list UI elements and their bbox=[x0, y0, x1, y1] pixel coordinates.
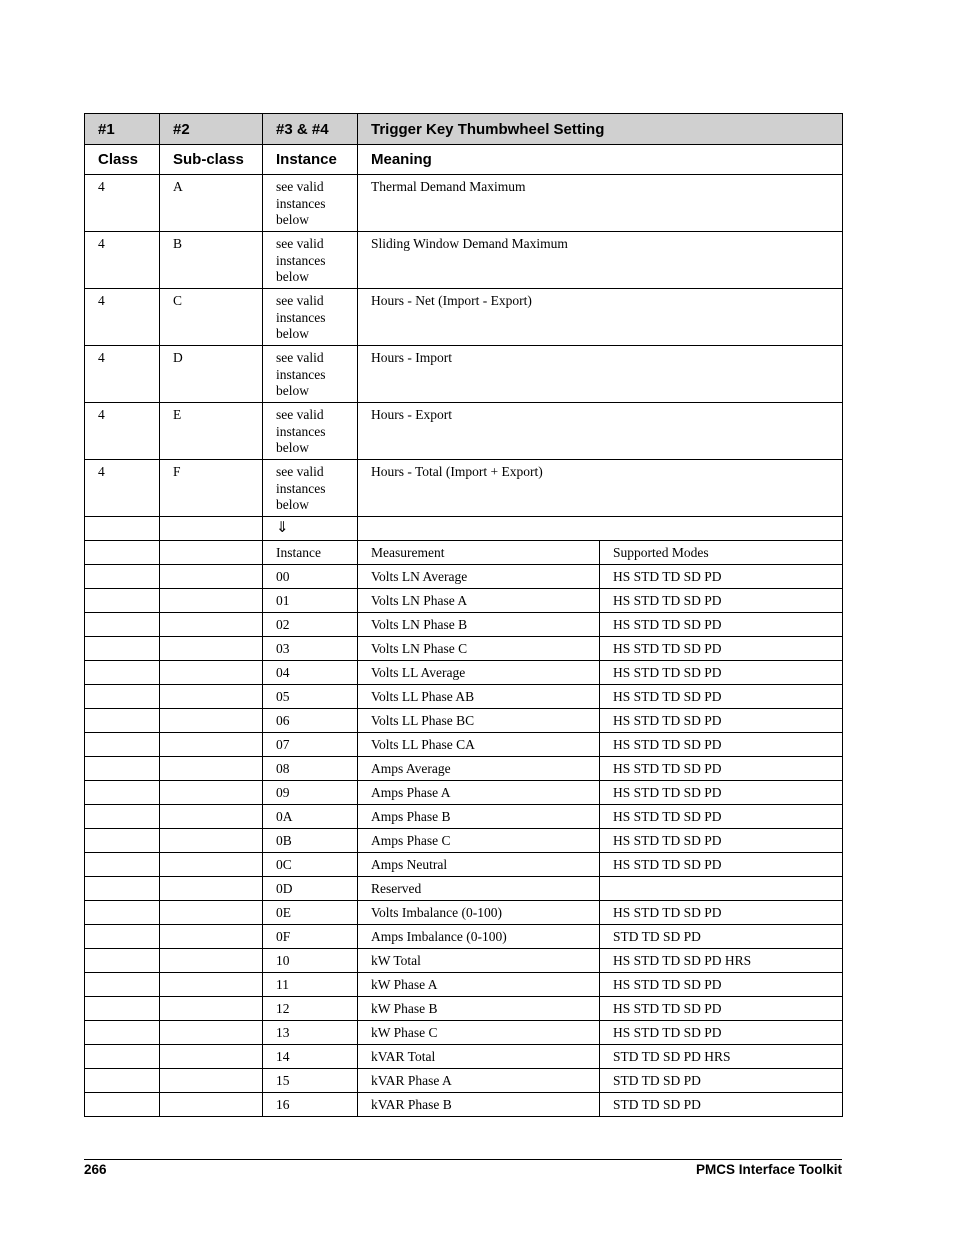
empty-cell bbox=[85, 781, 160, 805]
empty-cell bbox=[160, 541, 263, 565]
instance-id-cell: 05 bbox=[263, 685, 358, 709]
instance-row bbox=[85, 829, 843, 853]
instance-id-cell: 15 bbox=[263, 1069, 358, 1093]
instance-id-cell: 09 bbox=[263, 781, 358, 805]
instance-id-cell: 11 bbox=[263, 973, 358, 997]
class-cell: 4 bbox=[85, 289, 160, 346]
instance-id-cell: 12 bbox=[263, 997, 358, 1021]
header-col-1: #1 bbox=[85, 114, 160, 145]
measurement-cell: kW Phase A bbox=[358, 973, 600, 997]
measurement-cell: kVAR Total bbox=[358, 1045, 600, 1069]
instance-cell: see valid instances below bbox=[263, 289, 358, 346]
instance-row bbox=[85, 1021, 843, 1045]
instance-id-cell: 04 bbox=[263, 661, 358, 685]
meaning-cell: Thermal Demand Maximum bbox=[358, 175, 843, 232]
modes-cell: HS STD TD SD PD bbox=[600, 829, 843, 853]
subclass-row bbox=[85, 289, 843, 346]
subclass-row bbox=[85, 460, 843, 517]
instance-row bbox=[85, 733, 843, 757]
modes-cell: HS STD TD SD PD bbox=[600, 733, 843, 757]
instance-id-cell: 0C bbox=[263, 853, 358, 877]
meaning-cell: Hours - Net (Import - Export) bbox=[358, 289, 843, 346]
modes-cell: HS STD TD SD PD bbox=[600, 565, 843, 589]
modes-cell: HS STD TD SD PD bbox=[600, 805, 843, 829]
empty-cell bbox=[160, 757, 263, 781]
instance-id-cell: 07 bbox=[263, 733, 358, 757]
instance-cell: see valid instances below bbox=[263, 175, 358, 232]
measurement-cell: kW Phase C bbox=[358, 1021, 600, 1045]
empty-cell bbox=[358, 517, 843, 541]
instance-header-measurement: Measurement bbox=[358, 541, 600, 565]
down-arrow-icon: ⇓ bbox=[263, 517, 358, 541]
empty-cell bbox=[160, 997, 263, 1021]
empty-cell bbox=[160, 805, 263, 829]
modes-cell: HS STD TD SD PD bbox=[600, 709, 843, 733]
instance-row bbox=[85, 565, 843, 589]
empty-cell bbox=[85, 1069, 160, 1093]
instance-row bbox=[85, 901, 843, 925]
empty-cell bbox=[85, 877, 160, 901]
instance-id-cell: 0F bbox=[263, 925, 358, 949]
trigger-key-table bbox=[84, 113, 843, 1117]
measurement-cell: Volts LN Phase B bbox=[358, 613, 600, 637]
measurement-cell: Volts LN Phase A bbox=[358, 589, 600, 613]
instance-row bbox=[85, 805, 843, 829]
empty-cell bbox=[160, 949, 263, 973]
measurement-cell: Amps Phase B bbox=[358, 805, 600, 829]
measurement-cell: Volts Imbalance (0-100) bbox=[358, 901, 600, 925]
instance-id-cell: 01 bbox=[263, 589, 358, 613]
modes-cell: STD TD SD PD bbox=[600, 1093, 843, 1117]
empty-cell bbox=[160, 565, 263, 589]
instance-row bbox=[85, 637, 843, 661]
empty-cell bbox=[85, 565, 160, 589]
instance-cell: see valid instances below bbox=[263, 460, 358, 517]
instance-row bbox=[85, 973, 843, 997]
measurement-cell: Volts LL Phase BC bbox=[358, 709, 600, 733]
empty-cell bbox=[85, 757, 160, 781]
instance-row bbox=[85, 949, 843, 973]
measurement-cell: Amps Average bbox=[358, 757, 600, 781]
instance-id-cell: 00 bbox=[263, 565, 358, 589]
footer-title: PMCS Interface Toolkit bbox=[695, 1162, 842, 1177]
modes-cell: HS STD TD SD PD bbox=[600, 781, 843, 805]
subclass-cell: D bbox=[160, 346, 263, 403]
header-row-names bbox=[85, 145, 843, 175]
empty-cell bbox=[85, 973, 160, 997]
measurement-cell: Volts LN Average bbox=[358, 565, 600, 589]
instance-row bbox=[85, 709, 843, 733]
subclass-cell: C bbox=[160, 289, 263, 346]
empty-cell bbox=[160, 709, 263, 733]
empty-cell bbox=[85, 637, 160, 661]
instance-row bbox=[85, 853, 843, 877]
subclass-row bbox=[85, 232, 843, 289]
instance-id-cell: 06 bbox=[263, 709, 358, 733]
empty-cell bbox=[160, 1069, 263, 1093]
meaning-cell: Hours - Import bbox=[358, 346, 843, 403]
instance-row bbox=[85, 1069, 843, 1093]
measurement-cell: Volts LL Phase CA bbox=[358, 733, 600, 757]
subclass-row bbox=[85, 346, 843, 403]
empty-cell bbox=[85, 925, 160, 949]
empty-cell bbox=[85, 661, 160, 685]
header-instance: Instance bbox=[263, 145, 358, 175]
header-col-setting: Trigger Key Thumbwheel Setting bbox=[358, 114, 843, 145]
class-cell: 4 bbox=[85, 175, 160, 232]
measurement-cell: kVAR Phase B bbox=[358, 1093, 600, 1117]
empty-cell bbox=[160, 925, 263, 949]
empty-cell bbox=[85, 901, 160, 925]
instance-row bbox=[85, 781, 843, 805]
instance-id-cell: 10 bbox=[263, 949, 358, 973]
subclass-cell: A bbox=[160, 175, 263, 232]
empty-cell bbox=[160, 589, 263, 613]
header-row-numbers bbox=[85, 114, 843, 145]
instance-id-cell: 08 bbox=[263, 757, 358, 781]
empty-cell bbox=[160, 853, 263, 877]
instance-row bbox=[85, 613, 843, 637]
empty-cell bbox=[160, 1021, 263, 1045]
header-col-2: #2 bbox=[160, 114, 263, 145]
instance-id-cell: 0E bbox=[263, 901, 358, 925]
measurement-cell: Amps Phase A bbox=[358, 781, 600, 805]
empty-cell bbox=[85, 1045, 160, 1069]
arrow-row bbox=[85, 517, 843, 541]
measurement-cell: Amps Phase C bbox=[358, 829, 600, 853]
empty-cell bbox=[160, 661, 263, 685]
measurement-cell: kVAR Phase A bbox=[358, 1069, 600, 1093]
modes-cell: HS STD TD SD PD bbox=[600, 757, 843, 781]
modes-cell: HS STD TD SD PD bbox=[600, 853, 843, 877]
class-cell: 4 bbox=[85, 232, 160, 289]
empty-cell bbox=[85, 829, 160, 853]
instance-id-cell: 0D bbox=[263, 877, 358, 901]
subclass-row bbox=[85, 403, 843, 460]
measurement-cell: Volts LL Phase AB bbox=[358, 685, 600, 709]
instance-row bbox=[85, 589, 843, 613]
measurement-cell: Volts LL Average bbox=[358, 661, 600, 685]
empty-cell bbox=[160, 517, 263, 541]
subclass-row bbox=[85, 175, 843, 232]
instance-header-instance: Instance bbox=[263, 541, 358, 565]
instance-id-cell: 16 bbox=[263, 1093, 358, 1117]
empty-cell bbox=[85, 517, 160, 541]
modes-cell: STD TD SD PD bbox=[600, 1069, 843, 1093]
modes-cell: STD TD SD PD HRS bbox=[600, 1045, 843, 1069]
instance-id-cell: 14 bbox=[263, 1045, 358, 1069]
meaning-cell: Sliding Window Demand Maximum bbox=[358, 232, 843, 289]
empty-cell bbox=[85, 853, 160, 877]
empty-cell bbox=[85, 541, 160, 565]
header-subclass: Sub-class bbox=[160, 145, 263, 175]
instance-cell: see valid instances below bbox=[263, 232, 358, 289]
instance-header-row bbox=[85, 541, 843, 565]
empty-cell bbox=[160, 637, 263, 661]
instance-row bbox=[85, 661, 843, 685]
modes-cell: HS STD TD SD PD bbox=[600, 637, 843, 661]
modes-cell: HS STD TD SD PD HRS bbox=[600, 949, 843, 973]
empty-cell bbox=[160, 973, 263, 997]
class-cell: 4 bbox=[85, 460, 160, 517]
empty-cell bbox=[85, 709, 160, 733]
measurement-cell: Volts LN Phase C bbox=[358, 637, 600, 661]
instance-row bbox=[85, 1093, 843, 1117]
subclass-cell: F bbox=[160, 460, 263, 517]
measurement-cell: Reserved bbox=[358, 877, 600, 901]
instance-header-modes: Supported Modes bbox=[600, 541, 843, 565]
empty-cell bbox=[160, 829, 263, 853]
empty-cell bbox=[85, 589, 160, 613]
header-class: Class bbox=[85, 145, 160, 175]
measurement-cell: kW Phase B bbox=[358, 997, 600, 1021]
meaning-cell: Hours - Total (Import + Export) bbox=[358, 460, 843, 517]
instance-row bbox=[85, 1045, 843, 1069]
meaning-cell: Hours - Export bbox=[358, 403, 843, 460]
modes-cell: HS STD TD SD PD bbox=[600, 901, 843, 925]
instance-cell: see valid instances below bbox=[263, 346, 358, 403]
modes-cell: HS STD TD SD PD bbox=[600, 1021, 843, 1045]
instance-row bbox=[85, 997, 843, 1021]
instance-id-cell: 13 bbox=[263, 1021, 358, 1045]
measurement-cell: kW Total bbox=[358, 949, 600, 973]
header-col-3-4: #3 & #4 bbox=[263, 114, 358, 145]
footer-divider bbox=[84, 1159, 842, 1160]
modes-cell: HS STD TD SD PD bbox=[600, 589, 843, 613]
subclass-cell: B bbox=[160, 232, 263, 289]
instance-row bbox=[85, 685, 843, 709]
empty-cell bbox=[160, 901, 263, 925]
empty-cell bbox=[160, 1045, 263, 1069]
empty-cell bbox=[85, 949, 160, 973]
empty-cell bbox=[160, 781, 263, 805]
modes-cell: HS STD TD SD PD bbox=[600, 685, 843, 709]
empty-cell bbox=[85, 1093, 160, 1117]
instance-cell: see valid instances below bbox=[263, 403, 358, 460]
empty-cell bbox=[85, 1021, 160, 1045]
instance-id-cell: 02 bbox=[263, 613, 358, 637]
empty-cell bbox=[85, 613, 160, 637]
empty-cell bbox=[160, 613, 263, 637]
empty-cell bbox=[160, 685, 263, 709]
instance-row bbox=[85, 757, 843, 781]
instance-id-cell: 0B bbox=[263, 829, 358, 853]
instance-row bbox=[85, 925, 843, 949]
subclass-cell: E bbox=[160, 403, 263, 460]
instance-id-cell: 03 bbox=[263, 637, 358, 661]
measurement-cell: Amps Neutral bbox=[358, 853, 600, 877]
modes-cell: HS STD TD SD PD bbox=[600, 613, 843, 637]
modes-cell: STD TD SD PD bbox=[600, 925, 843, 949]
modes-cell bbox=[600, 877, 843, 901]
empty-cell bbox=[85, 685, 160, 709]
instance-id-cell: 0A bbox=[263, 805, 358, 829]
instance-row bbox=[85, 877, 843, 901]
modes-cell: HS STD TD SD PD bbox=[600, 661, 843, 685]
empty-cell bbox=[160, 877, 263, 901]
empty-cell bbox=[85, 733, 160, 757]
class-cell: 4 bbox=[85, 403, 160, 460]
modes-cell: HS STD TD SD PD bbox=[600, 973, 843, 997]
class-cell: 4 bbox=[85, 346, 160, 403]
header-meaning: Meaning bbox=[358, 145, 843, 175]
empty-cell bbox=[85, 997, 160, 1021]
empty-cell bbox=[160, 733, 263, 757]
footer-page-number: 266 bbox=[84, 1162, 107, 1177]
empty-cell bbox=[160, 1093, 263, 1117]
empty-cell bbox=[85, 805, 160, 829]
measurement-cell: Amps Imbalance (0-100) bbox=[358, 925, 600, 949]
modes-cell: HS STD TD SD PD bbox=[600, 997, 843, 1021]
